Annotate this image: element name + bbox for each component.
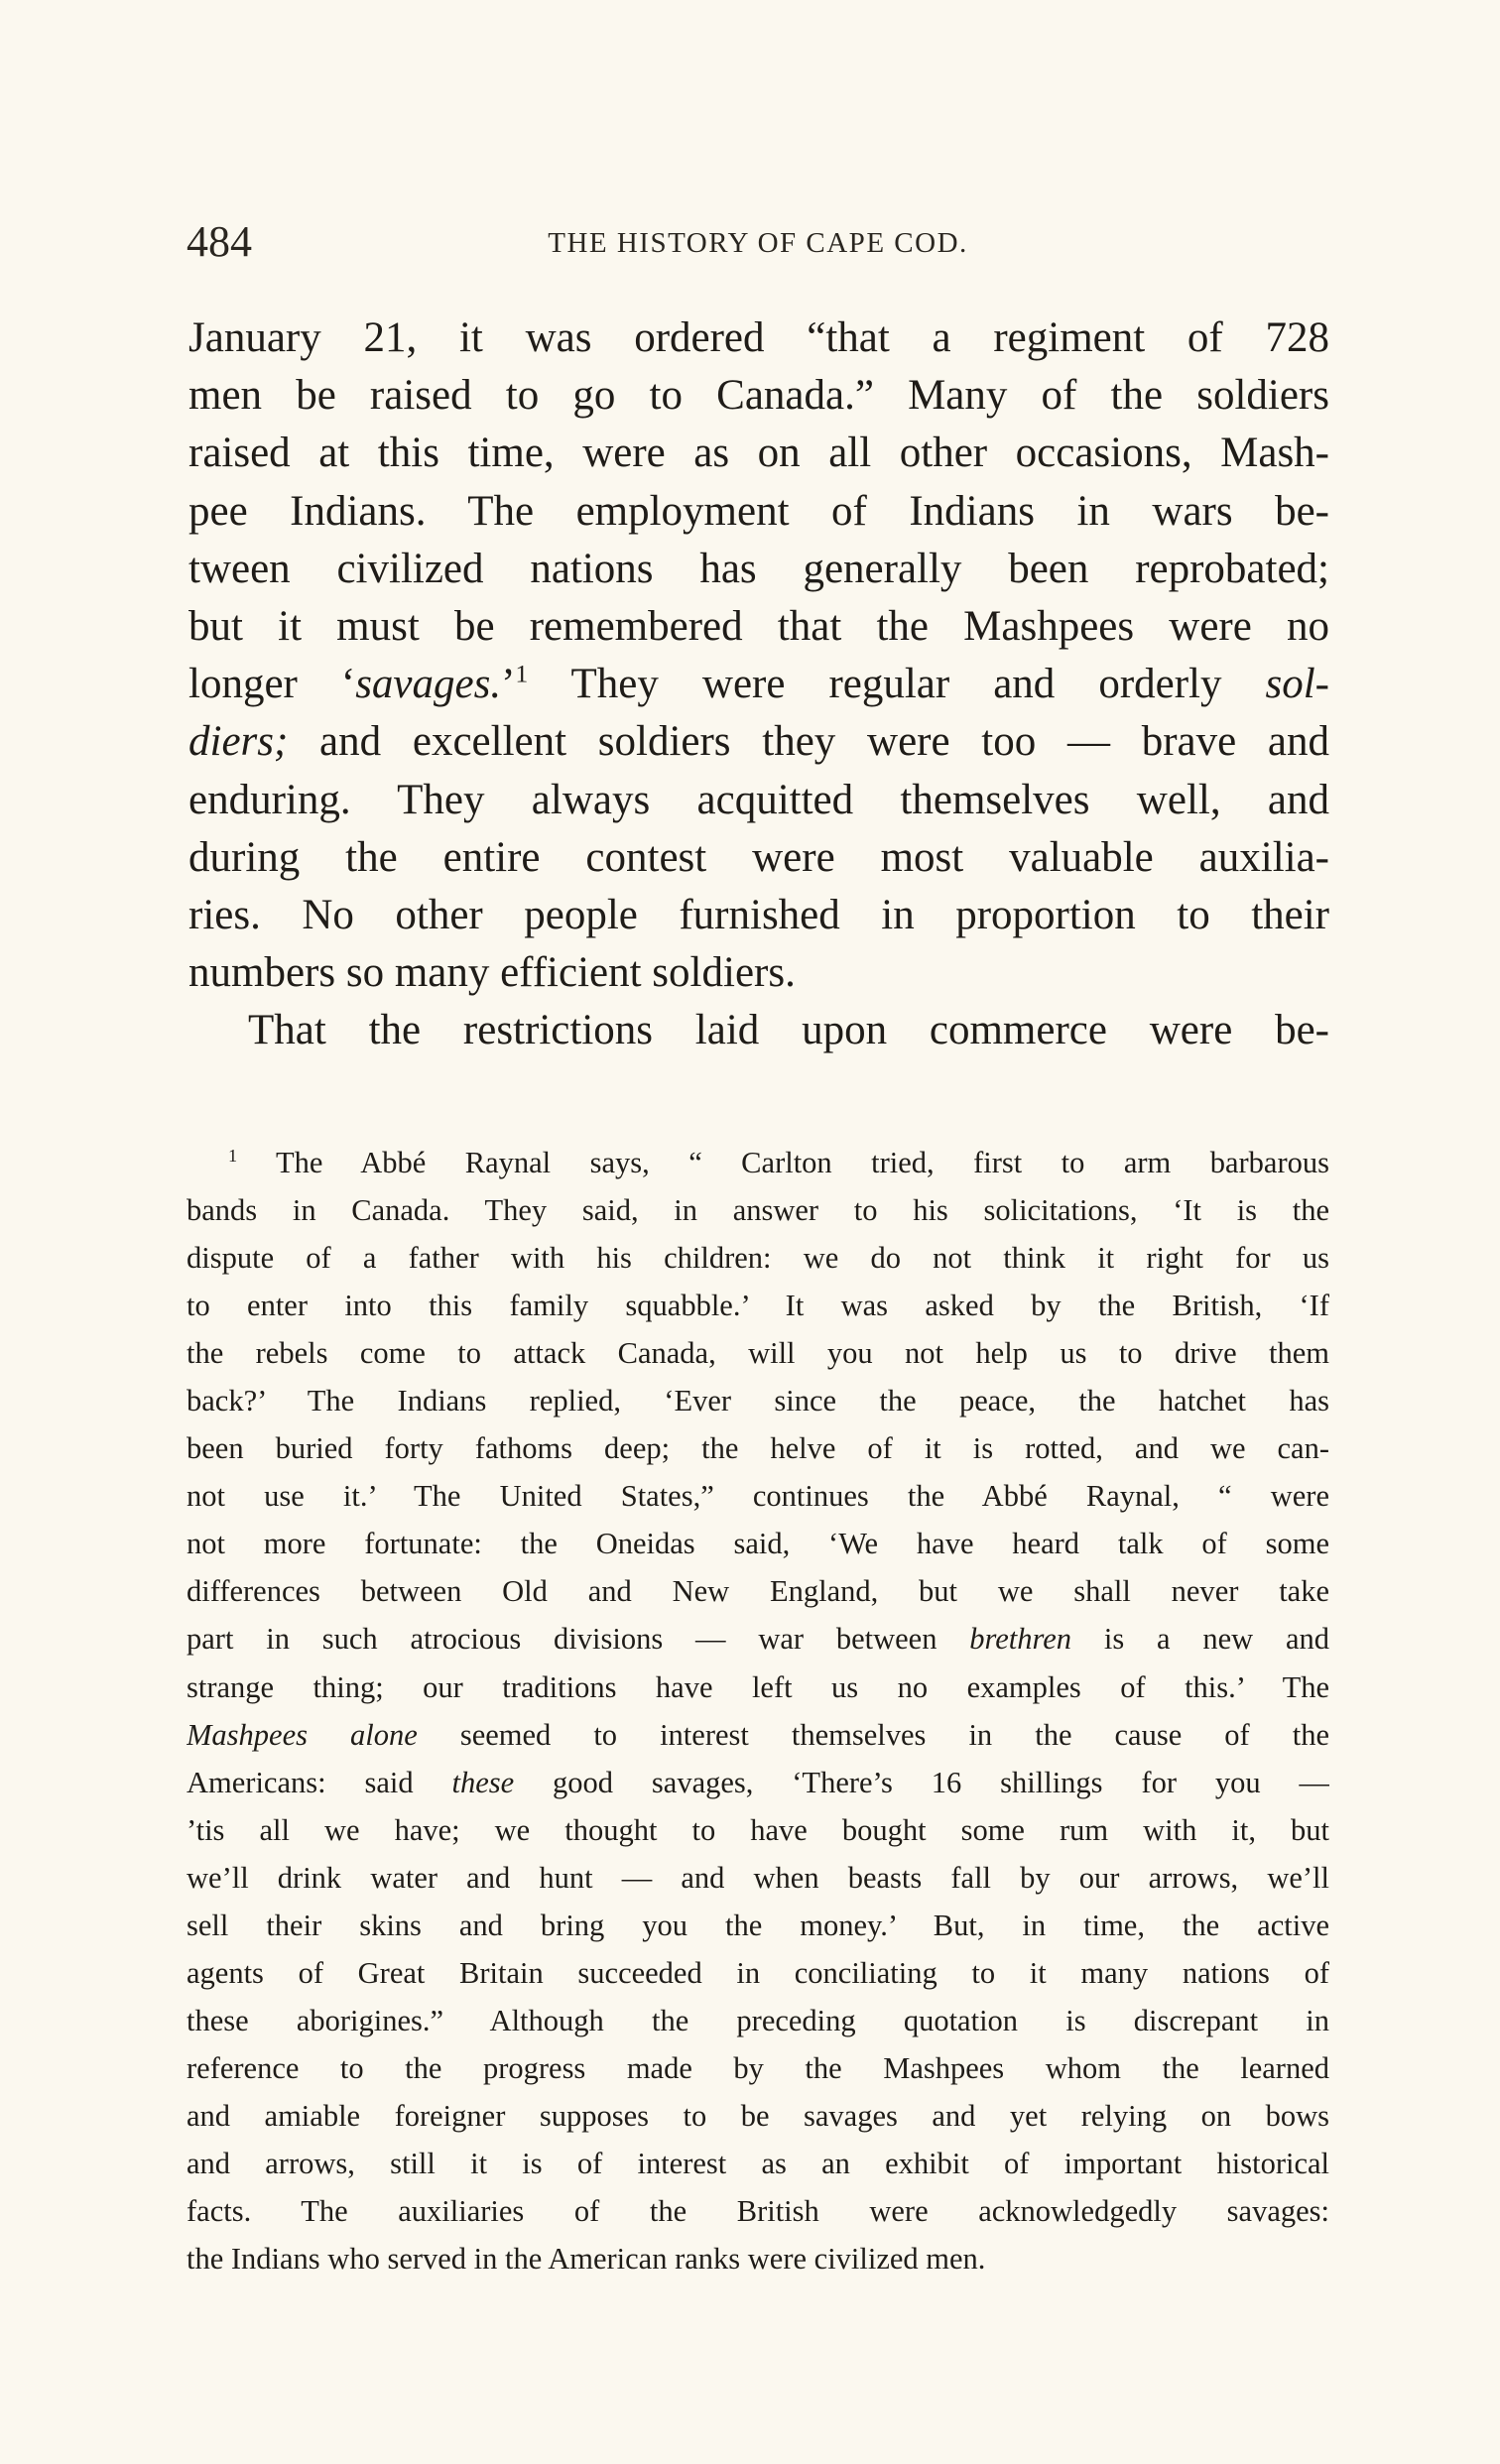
body-line: enduring. They always acquitted themselves well, and: [188, 776, 1329, 823]
footnote-line: facts. The auxiliaries of the British were acknowledgedly savages:: [187, 2194, 1329, 2229]
body-line: numbers so many efficient soldiers.: [188, 949, 796, 997]
footnote-line: sell their skins and bring you the money.’ But, in time, the active: [187, 1908, 1329, 1942]
footnote-line: reference to the progress made by the Mashpees whom the learned: [187, 2050, 1329, 2085]
footnote-line: dispute of a father with his children: we do not think it right for us: [187, 1241, 1329, 1276]
page-number: 484: [187, 217, 252, 266]
footnote-line: these aborigines.” Although the preceding quotation is discrepant in: [187, 2003, 1329, 2037]
running-head: [187, 212, 1329, 272]
body-line: January 21, it was ordered “that a regiment of 728: [188, 314, 1329, 361]
footnote-line: [187, 1139, 1329, 1186]
footnote-text-run: part in such atrocious divisions — war between: [187, 1622, 970, 1657]
footnote-text-run: good savages, ‘There’s 16 shillings for you —: [514, 1765, 1329, 1799]
body-line: men be raised to go to Canada.” Many of the soldiers: [188, 372, 1329, 420]
italic-text: diers;: [188, 718, 289, 766]
footnote-text-run: is a new and: [1071, 1622, 1329, 1657]
body-line: tween civilized nations has generally been reprobated;: [188, 545, 1329, 592]
body-text-run: They were regular and orderly: [528, 661, 1266, 708]
footnote-marker: 1: [228, 1145, 238, 1166]
body-line: but it must be remembered that the Mashpees were no: [188, 602, 1329, 650]
body-line: That the restrictions laid upon commerce were be-: [248, 1007, 1329, 1054]
footnote-line: back?’ The Indians replied, ‘Ever since the peace, the hatchet has: [187, 1384, 1329, 1418]
italic-text: savages.: [355, 661, 502, 708]
body-line: during the entire contest were most valuable auxilia-: [188, 833, 1329, 881]
footnote-line: to enter into this family squabble.’ It was asked by the British, ‘If: [187, 1289, 1329, 1323]
footnote-line: [187, 1615, 1329, 1663]
body-text-run: ’: [501, 661, 516, 708]
body-line: [188, 656, 1329, 713]
footnote-line: we’ll drink water and hunt — and when beasts fall by our arrows, we’ll: [187, 1860, 1329, 1895]
footnote-reference[interactable]: 1: [515, 659, 529, 688]
italic-text: Mashpees alone: [187, 1717, 418, 1752]
footnote-line: agents of Great Britain succeeded in conciliating to it many nations of: [187, 1955, 1329, 1990]
body-text-run: longer ‘: [188, 661, 356, 708]
footnote-line: the rebels come to attack Canada, will you not help us to drive them: [187, 1336, 1329, 1371]
italic-text: brethren: [969, 1622, 1072, 1657]
running-title: THE HISTORY OF CAPE COD.: [548, 227, 968, 259]
footnote-text-run: seemed to interest themselves in the cause of the: [417, 1717, 1329, 1752]
italic-text: these: [451, 1765, 515, 1799]
footnote-line: ’tis all we have; we thought to have bought some rum with it, but: [187, 1812, 1329, 1847]
footnote-line: not more fortunate: the Oneidas said, ‘We have heard talk of some: [187, 1527, 1329, 1561]
footnote-line: [187, 1711, 1329, 1759]
body-line: pee Indians. The employment of Indians in wars be-: [188, 487, 1329, 535]
footnote-line: been buried forty fathoms deep; the helve of it is rotted, and we can-: [187, 1431, 1329, 1466]
body-text-run: and excellent soldiers they were too — brave and: [288, 718, 1329, 766]
footnote-line: and arrows, still it is of interest as an exhibit of important historical: [187, 2146, 1329, 2180]
footnote-line: differences between Old and New England, but we shall never take: [187, 1574, 1329, 1609]
main-text: [188, 309, 1329, 1059]
footnote-line: and amiable foreigner supposes to be savages and yet relying on bows: [187, 2098, 1329, 2133]
body-line: ries. No other people furnished in proportion to their: [188, 891, 1329, 938]
footnote-text-run: The Abbé Raynal says, “ Carlton tried, first to arm barbarous: [237, 1146, 1329, 1179]
footnote-text-run: Americans: said: [187, 1765, 452, 1799]
footnote-line: strange thing; our traditions have left us no examples of this.’ The: [187, 1669, 1329, 1704]
body-line: [188, 713, 1329, 771]
footnote-line: the Indians who served in the American ranks were civilized men.: [187, 2242, 986, 2277]
footnote-line: [187, 1759, 1329, 1806]
body-line: raised at this time, were as on all other occasions, Mash-: [188, 430, 1329, 477]
italic-text: sol-: [1265, 661, 1329, 708]
footnote-line: not use it.’ The United States,” continues the Abbé Raynal, “ were: [187, 1479, 1329, 1514]
footnote: [187, 1139, 1329, 2282]
footnote-line: bands in Canada. They said, in answer to his solicitations, ‘It is the: [187, 1193, 1329, 1228]
